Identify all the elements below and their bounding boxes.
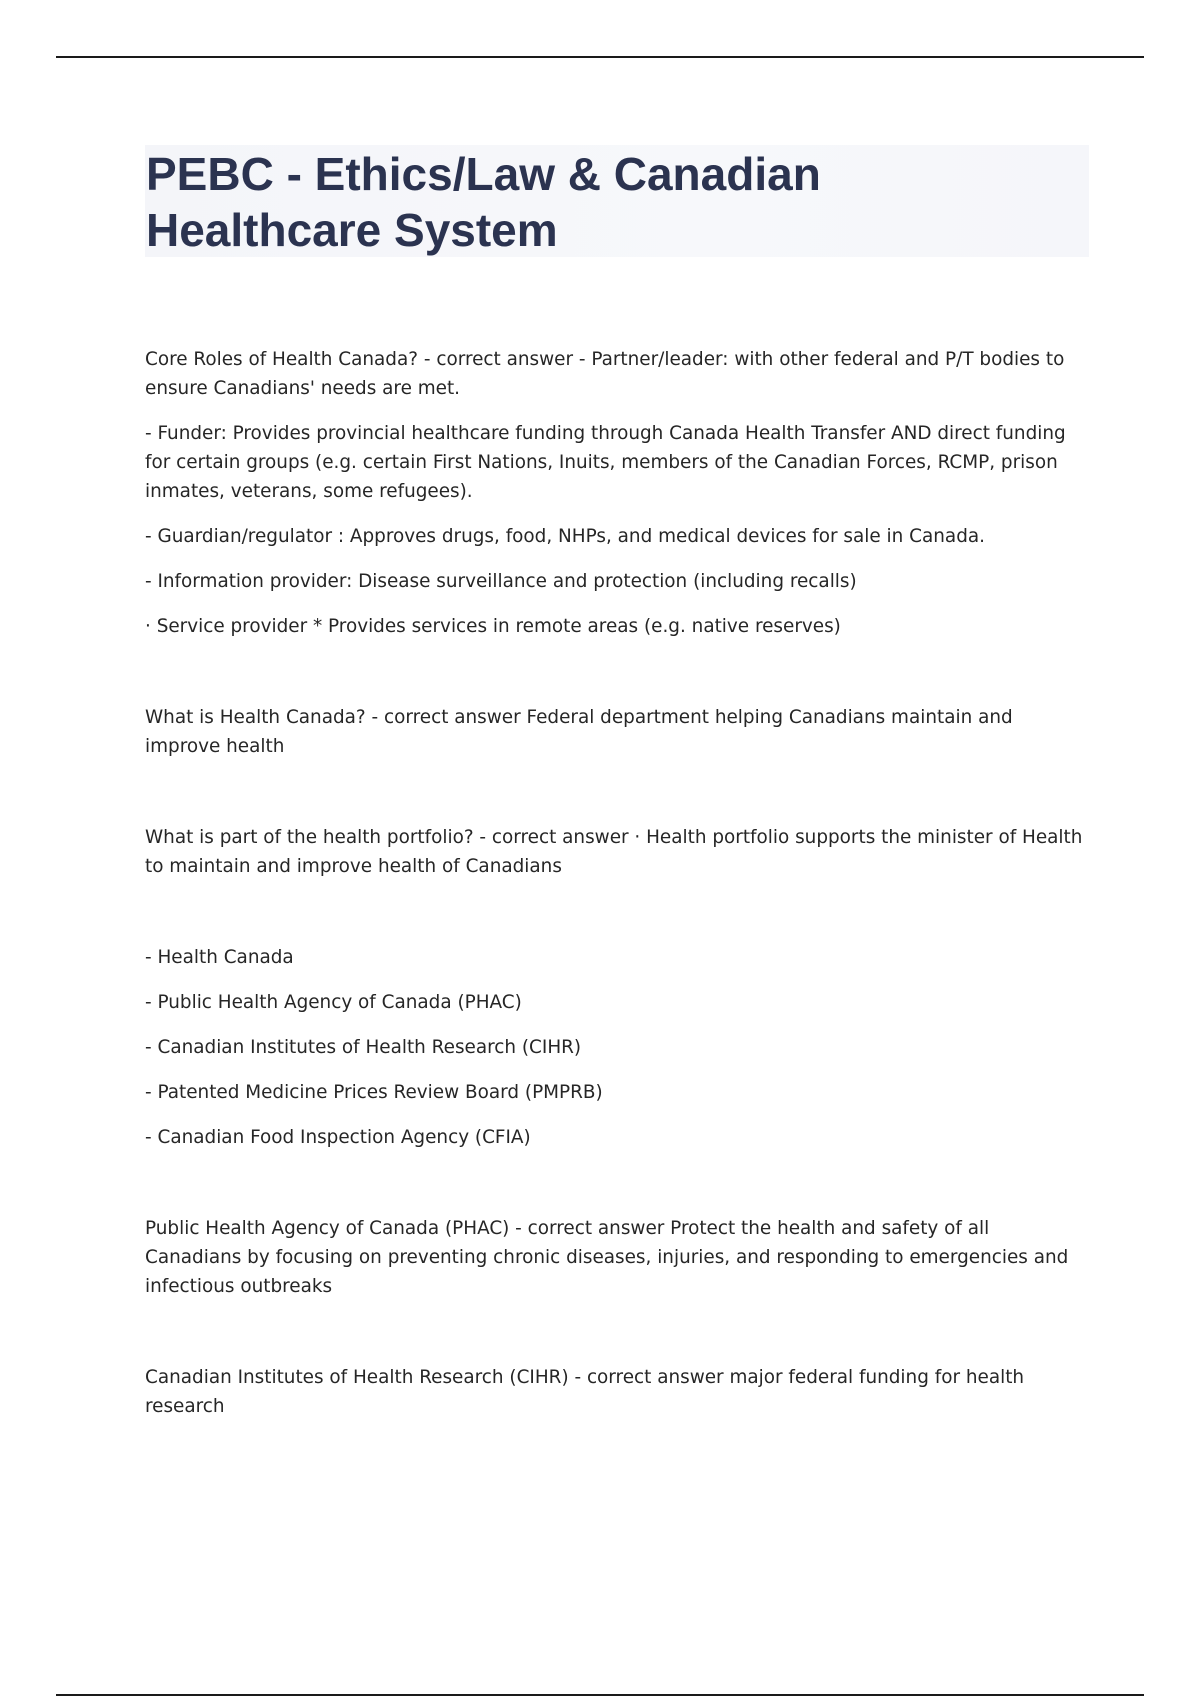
title-line-2: Healthcare System: [146, 204, 558, 256]
paragraph-information-provider: - Information provider: Disease surveillance and protection (including recalls): [145, 571, 857, 592]
list-item: - Canadian Food Inspection Agency (CFIA): [145, 1127, 531, 1148]
document-body: [145, 345, 1090, 1421]
bottom-rule: [56, 1694, 1144, 1696]
list-item: - Health Canada: [145, 947, 294, 968]
list-item: - Patented Medicine Prices Review Board (PMPRB): [145, 1082, 603, 1103]
list-item: - Public Health Agency of Canada (PHAC): [145, 992, 522, 1013]
paragraph-funder: - Funder: Provides provincial healthcare funding through Canada Health Transfer AND direct funding for certain groups (e.g. certain First Nations, Inuits, members of the Canadian Forces, RCMP, prison inmates, veterans, some refugees).: [145, 423, 1066, 502]
paragraph-service-provider: · Service provider * Provides services in remote areas (e.g. native reserves): [145, 616, 841, 637]
paragraph-guardian: - Guardian/regulator : Approves drugs, food, NHPs, and medical devices for sale in Canada.: [145, 526, 985, 547]
top-rule: [56, 56, 1144, 58]
list-item: - Canadian Institutes of Health Research (CIHR): [145, 1037, 582, 1058]
paragraph-what-is-health-canada: What is Health Canada? - correct answer Federal department helping Canadians maintain and improve health: [145, 707, 1013, 757]
paragraph-core-roles: Core Roles of Health Canada? - correct answer - Partner/leader: with other federal and P/T bodies to ensure Canadians' needs are met.: [145, 349, 1065, 399]
page-title: [146, 146, 1046, 258]
title-line-1: PEBC - Ethics/Law & Canadian: [146, 148, 821, 200]
paragraph-health-portfolio: What is part of the health portfolio? - correct answer · Health portfolio supports the minister of Health to maintain and improve health of Canadians: [145, 827, 1083, 877]
paragraph-cihr: Canadian Institutes of Health Research (CIHR) - correct answer major federal funding for health research: [145, 1367, 1025, 1417]
paragraph-phac: Public Health Agency of Canada (PHAC) - correct answer Protect the health and safety of all Canadians by focusing on preventing chronic diseases, injuries, and responding to emergencies and infectious outbreaks: [145, 1218, 1069, 1297]
